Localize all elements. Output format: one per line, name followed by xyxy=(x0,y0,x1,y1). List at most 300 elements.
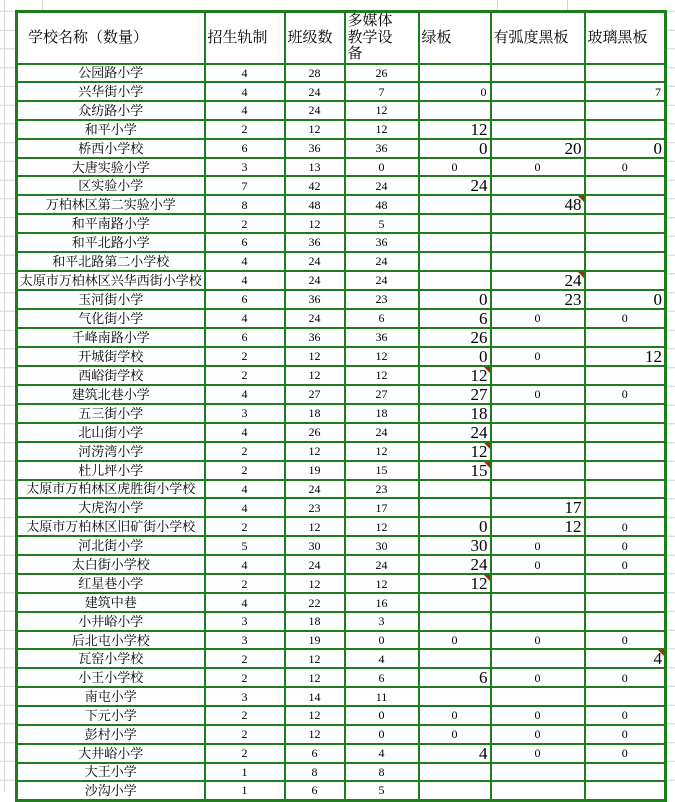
value-cell[interactable] xyxy=(585,252,666,271)
value-cell[interactable] xyxy=(585,328,666,347)
value-cell[interactable]: 0 xyxy=(419,82,491,101)
school-name-cell[interactable]: 万柏林区第二实验小学 xyxy=(17,195,205,214)
value-cell[interactable]: 12 xyxy=(345,366,419,385)
school-name-cell[interactable]: 建筑北巷小学 xyxy=(17,385,205,404)
value-cell[interactable] xyxy=(491,64,585,83)
value-cell[interactable]: 7 xyxy=(345,82,419,101)
school-name-cell[interactable]: 开城街学校 xyxy=(17,347,205,366)
value-cell[interactable]: 12 xyxy=(285,706,345,725)
value-cell[interactable]: 20 xyxy=(491,139,585,158)
value-cell[interactable] xyxy=(585,366,666,385)
school-name-cell[interactable]: 气化街小学 xyxy=(17,309,205,328)
school-name-cell[interactable]: 区实验小学 xyxy=(17,176,205,195)
value-cell[interactable]: 4 xyxy=(205,101,285,120)
value-cell[interactable]: 24 xyxy=(345,176,419,195)
value-cell[interactable]: 6 xyxy=(419,668,491,687)
value-cell[interactable]: 24 xyxy=(285,555,345,574)
value-cell[interactable]: 0 xyxy=(345,725,419,744)
value-cell[interactable] xyxy=(419,195,491,214)
header-curved-blackboard[interactable]: 有弧度黑板 xyxy=(491,12,585,64)
value-cell[interactable]: 2 xyxy=(205,744,285,763)
value-cell[interactable] xyxy=(491,612,585,631)
value-cell[interactable]: 4 xyxy=(205,309,285,328)
value-cell[interactable] xyxy=(419,252,491,271)
value-cell[interactable]: 0 xyxy=(419,631,491,650)
value-cell[interactable]: 15 xyxy=(419,461,491,480)
value-cell[interactable]: 3 xyxy=(345,612,419,631)
table-row xyxy=(17,649,666,668)
value-cell[interactable]: 0 xyxy=(419,517,491,536)
value-cell[interactable]: 12 xyxy=(285,517,345,536)
school-name-cell[interactable]: 红星巷小学 xyxy=(17,574,205,593)
value-cell[interactable]: 17 xyxy=(345,498,419,517)
value-cell[interactable] xyxy=(491,214,585,233)
value-cell[interactable] xyxy=(491,574,585,593)
value-cell[interactable]: 26 xyxy=(419,328,491,347)
table-row xyxy=(17,668,666,687)
value-cell[interactable] xyxy=(491,649,585,668)
value-cell[interactable]: 48 xyxy=(285,195,345,214)
value-cell[interactable]: 24 xyxy=(419,176,491,195)
value-cell[interactable]: 36 xyxy=(285,328,345,347)
value-cell[interactable]: 24 xyxy=(345,252,419,271)
value-cell[interactable]: 2 xyxy=(205,517,285,536)
value-cell[interactable]: 12 xyxy=(345,347,419,366)
value-cell[interactable] xyxy=(585,593,666,612)
value-cell[interactable]: 0 xyxy=(491,725,585,744)
value-cell[interactable]: 24 xyxy=(285,252,345,271)
value-cell[interactable] xyxy=(585,214,666,233)
table-row xyxy=(17,593,666,612)
value-cell[interactable]: 2 xyxy=(205,442,285,461)
value-cell[interactable]: 0 xyxy=(585,309,666,328)
school-name-cell[interactable]: 和平南路小学 xyxy=(17,214,205,233)
value-cell[interactable] xyxy=(585,781,666,800)
value-cell[interactable] xyxy=(491,233,585,252)
value-cell[interactable]: 0 xyxy=(585,725,666,744)
value-cell[interactable]: 4 xyxy=(205,82,285,101)
value-cell[interactable]: 12 xyxy=(285,120,345,139)
value-cell[interactable]: 18 xyxy=(285,612,345,631)
value-cell[interactable]: 4 xyxy=(205,252,285,271)
school-name-cell[interactable]: 太白街小学校 xyxy=(17,555,205,574)
value-cell[interactable]: 48 xyxy=(491,195,585,214)
school-name-cell[interactable]: 太原市万柏林区兴华西街小学校 xyxy=(17,271,205,290)
table-row xyxy=(17,404,666,423)
value-cell[interactable]: 24 xyxy=(285,271,345,290)
value-cell[interactable]: 26 xyxy=(285,423,345,442)
school-name-cell[interactable]: 小王小学校 xyxy=(17,668,205,687)
value-cell[interactable]: 23 xyxy=(345,290,419,309)
value-cell[interactable]: 19 xyxy=(285,631,345,650)
value-cell[interactable]: 1 xyxy=(205,763,285,782)
value-cell[interactable] xyxy=(585,480,666,499)
value-cell[interactable] xyxy=(491,480,585,499)
value-cell[interactable] xyxy=(585,404,666,423)
table-row xyxy=(17,347,666,366)
value-cell[interactable] xyxy=(491,366,585,385)
value-cell[interactable]: 36 xyxy=(285,139,345,158)
value-cell[interactable]: 36 xyxy=(345,139,419,158)
value-cell[interactable]: 36 xyxy=(345,233,419,252)
value-cell[interactable] xyxy=(419,612,491,631)
value-cell[interactable]: 0 xyxy=(585,555,666,574)
value-cell[interactable]: 24 xyxy=(285,101,345,120)
value-cell[interactable]: 7 xyxy=(205,176,285,195)
value-cell[interactable]: 27 xyxy=(345,385,419,404)
value-cell[interactable]: 0 xyxy=(585,668,666,687)
value-cell[interactable]: 6 xyxy=(205,139,285,158)
value-cell[interactable]: 0 xyxy=(419,706,491,725)
header-row xyxy=(17,12,666,64)
value-cell[interactable]: 28 xyxy=(285,64,345,83)
value-cell[interactable]: 0 xyxy=(585,290,666,309)
value-cell[interactable]: 0 xyxy=(419,290,491,309)
value-cell[interactable] xyxy=(419,480,491,499)
value-cell[interactable] xyxy=(491,120,585,139)
value-cell[interactable]: 48 xyxy=(345,195,419,214)
value-cell[interactable]: 0 xyxy=(491,668,585,687)
value-cell[interactable]: 1 xyxy=(205,781,285,800)
value-cell[interactable] xyxy=(585,442,666,461)
value-cell[interactable]: 24 xyxy=(345,271,419,290)
value-cell[interactable]: 24 xyxy=(491,271,585,290)
value-cell[interactable] xyxy=(585,687,666,706)
value-cell[interactable]: 5 xyxy=(205,536,285,555)
table-row xyxy=(17,101,666,120)
value-cell[interactable] xyxy=(585,271,666,290)
value-cell[interactable]: 0 xyxy=(345,631,419,650)
value-cell[interactable]: 30 xyxy=(345,536,419,555)
school-equipment-table xyxy=(15,10,667,802)
value-cell[interactable]: 12 xyxy=(419,366,491,385)
value-cell[interactable]: 30 xyxy=(285,536,345,555)
value-cell[interactable] xyxy=(585,120,666,139)
value-cell[interactable]: 0 xyxy=(419,158,491,177)
table-row xyxy=(17,442,666,461)
header-school-name[interactable]: 学校名称（数量） xyxy=(17,12,205,64)
value-cell[interactable]: 0 xyxy=(345,158,419,177)
value-cell[interactable]: 12 xyxy=(345,101,419,120)
value-cell[interactable] xyxy=(419,593,491,612)
value-cell[interactable]: 36 xyxy=(285,290,345,309)
value-cell[interactable]: 12 xyxy=(285,366,345,385)
value-cell[interactable]: 18 xyxy=(419,404,491,423)
value-cell[interactable]: 0 xyxy=(491,631,585,650)
school-name-cell[interactable]: 河北街小学 xyxy=(17,536,205,555)
value-cell[interactable]: 0 xyxy=(585,139,666,158)
value-cell[interactable]: 4 xyxy=(345,744,419,763)
value-cell[interactable] xyxy=(419,101,491,120)
header-enrollment-tracks[interactable]: 招生轨制 xyxy=(205,12,285,64)
comment-indicator-icon xyxy=(658,650,664,656)
value-cell[interactable]: 0 xyxy=(585,517,666,536)
value-cell[interactable]: 12 xyxy=(285,442,345,461)
value-cell[interactable]: 12 xyxy=(419,574,491,593)
school-name-cell[interactable]: 下元小学 xyxy=(17,706,205,725)
table-row xyxy=(17,555,666,574)
value-cell[interactable]: 8 xyxy=(285,763,345,782)
value-cell[interactable]: 12 xyxy=(491,517,585,536)
value-cell[interactable] xyxy=(491,328,585,347)
value-cell[interactable] xyxy=(585,498,666,517)
school-name-cell[interactable]: 和平北路小学 xyxy=(17,233,205,252)
value-cell[interactable] xyxy=(419,498,491,517)
value-cell[interactable]: 36 xyxy=(345,328,419,347)
value-cell[interactable]: 8 xyxy=(205,195,285,214)
value-cell[interactable] xyxy=(491,423,585,442)
value-cell[interactable]: 6 xyxy=(345,668,419,687)
school-name-cell[interactable]: 西峪街学校 xyxy=(17,366,205,385)
value-cell[interactable]: 12 xyxy=(345,120,419,139)
value-cell[interactable]: 2 xyxy=(205,214,285,233)
value-cell[interactable] xyxy=(419,763,491,782)
value-cell[interactable]: 0 xyxy=(585,631,666,650)
value-cell[interactable]: 0 xyxy=(419,725,491,744)
value-cell[interactable]: 4 xyxy=(205,64,285,83)
value-cell[interactable]: 6 xyxy=(205,233,285,252)
value-cell[interactable] xyxy=(419,687,491,706)
value-cell[interactable]: 12 xyxy=(345,574,419,593)
school-name-cell[interactable]: 兴华街小学 xyxy=(17,82,205,101)
value-cell[interactable]: 12 xyxy=(285,574,345,593)
value-cell[interactable] xyxy=(585,612,666,631)
value-cell[interactable]: 12 xyxy=(285,668,345,687)
value-cell[interactable]: 4 xyxy=(205,593,285,612)
table-row xyxy=(17,423,666,442)
value-cell[interactable]: 2 xyxy=(205,461,285,480)
table-row xyxy=(17,82,666,101)
header-green-board[interactable]: 绿板 xyxy=(419,12,491,64)
value-cell[interactable]: 2 xyxy=(205,668,285,687)
value-cell[interactable]: 12 xyxy=(419,120,491,139)
value-cell[interactable]: 4 xyxy=(345,649,419,668)
value-cell[interactable]: 5 xyxy=(345,214,419,233)
comment-indicator-icon xyxy=(578,272,584,278)
value-cell[interactable]: 4 xyxy=(585,649,666,668)
value-cell[interactable]: 6 xyxy=(205,290,285,309)
table-row xyxy=(17,631,666,650)
school-name-cell[interactable]: 太原市万柏林区虎胜街小学校 xyxy=(17,480,205,499)
value-cell[interactable] xyxy=(419,214,491,233)
school-name-cell[interactable]: 杜儿坪小学 xyxy=(17,461,205,480)
value-cell[interactable] xyxy=(491,442,585,461)
value-cell[interactable] xyxy=(491,101,585,120)
value-cell[interactable] xyxy=(491,461,585,480)
school-name-cell[interactable]: 大王小学 xyxy=(17,763,205,782)
value-cell[interactable]: 17 xyxy=(491,498,585,517)
value-cell[interactable] xyxy=(585,423,666,442)
value-cell[interactable] xyxy=(585,574,666,593)
value-cell[interactable]: 3 xyxy=(205,612,285,631)
value-cell[interactable]: 11 xyxy=(345,687,419,706)
value-cell[interactable]: 24 xyxy=(419,555,491,574)
value-cell[interactable] xyxy=(491,593,585,612)
value-cell[interactable]: 2 xyxy=(205,366,285,385)
header-glass-blackboard[interactable]: 玻璃黑板 xyxy=(585,12,666,64)
value-cell[interactable] xyxy=(491,687,585,706)
school-name-cell[interactable]: 桥西小学校 xyxy=(17,139,205,158)
value-cell[interactable]: 6 xyxy=(205,328,285,347)
value-cell[interactable]: 23 xyxy=(345,480,419,499)
school-name-cell[interactable]: 河涝湾小学 xyxy=(17,442,205,461)
value-cell[interactable]: 0 xyxy=(585,744,666,763)
value-cell[interactable]: 0 xyxy=(491,744,585,763)
school-name-cell[interactable]: 大井峪小学 xyxy=(17,744,205,763)
value-cell[interactable] xyxy=(419,271,491,290)
school-name-cell[interactable]: 沙沟小学 xyxy=(17,781,205,800)
school-name-cell[interactable]: 北山街小学 xyxy=(17,423,205,442)
header-multimedia-equipment[interactable]: 多媒体教学设备 xyxy=(345,12,419,64)
value-cell[interactable]: 2 xyxy=(205,649,285,668)
school-name-cell[interactable]: 南屯小学 xyxy=(17,687,205,706)
value-cell[interactable] xyxy=(419,649,491,668)
table-row xyxy=(17,385,666,404)
school-name-cell[interactable]: 和平北路第二小学校 xyxy=(17,252,205,271)
school-name-cell[interactable]: 太原市万柏林区旧矿街小学校 xyxy=(17,517,205,536)
school-name-cell[interactable]: 玉河街小学 xyxy=(17,290,205,309)
value-cell[interactable] xyxy=(585,195,666,214)
value-cell[interactable]: 30 xyxy=(419,536,491,555)
value-cell[interactable]: 15 xyxy=(345,461,419,480)
value-cell[interactable] xyxy=(585,763,666,782)
value-cell[interactable]: 2 xyxy=(205,725,285,744)
school-table-body xyxy=(17,64,666,801)
value-cell[interactable]: 2 xyxy=(205,706,285,725)
value-cell[interactable]: 18 xyxy=(345,404,419,423)
value-cell[interactable] xyxy=(585,176,666,195)
school-name-cell[interactable]: 建筑中巷 xyxy=(17,593,205,612)
value-cell[interactable]: 0 xyxy=(491,309,585,328)
value-cell[interactable]: 3 xyxy=(205,158,285,177)
value-cell[interactable] xyxy=(491,176,585,195)
value-cell[interactable]: 23 xyxy=(491,290,585,309)
value-cell[interactable]: 12 xyxy=(285,347,345,366)
value-cell[interactable]: 0 xyxy=(585,158,666,177)
value-cell[interactable]: 3 xyxy=(205,631,285,650)
header-class-count[interactable]: 班级数 xyxy=(285,12,345,64)
value-cell[interactable]: 12 xyxy=(345,442,419,461)
value-cell[interactable]: 6 xyxy=(345,309,419,328)
value-cell[interactable]: 16 xyxy=(345,593,419,612)
value-cell[interactable]: 6 xyxy=(285,744,345,763)
school-name-cell[interactable]: 大唐实验小学 xyxy=(17,158,205,177)
value-cell[interactable]: 4 xyxy=(205,423,285,442)
value-cell[interactable]: 0 xyxy=(491,158,585,177)
school-name-cell[interactable]: 彭村小学 xyxy=(17,725,205,744)
value-cell[interactable]: 2 xyxy=(205,120,285,139)
value-cell[interactable]: 0 xyxy=(419,139,491,158)
value-cell[interactable]: 12 xyxy=(285,649,345,668)
value-cell[interactable]: 0 xyxy=(491,555,585,574)
value-cell[interactable]: 13 xyxy=(285,158,345,177)
value-cell[interactable] xyxy=(585,461,666,480)
value-cell[interactable]: 24 xyxy=(419,423,491,442)
value-cell[interactable]: 4 xyxy=(205,480,285,499)
value-cell[interactable]: 18 xyxy=(285,404,345,423)
value-cell[interactable]: 4 xyxy=(205,385,285,404)
value-cell[interactable]: 12 xyxy=(419,442,491,461)
value-cell[interactable]: 0 xyxy=(419,347,491,366)
value-cell[interactable]: 7 xyxy=(585,82,666,101)
value-cell[interactable]: 0 xyxy=(585,706,666,725)
value-cell[interactable]: 24 xyxy=(345,423,419,442)
school-name-cell[interactable]: 五三街小学 xyxy=(17,404,205,423)
value-cell[interactable]: 8 xyxy=(345,763,419,782)
school-name-cell[interactable]: 众纺路小学 xyxy=(17,101,205,120)
value-cell[interactable]: 0 xyxy=(491,385,585,404)
value-cell[interactable]: 0 xyxy=(491,536,585,555)
value-cell[interactable]: 12 xyxy=(285,214,345,233)
value-cell[interactable]: 0 xyxy=(491,347,585,366)
value-cell[interactable]: 19 xyxy=(285,461,345,480)
value-cell[interactable] xyxy=(419,233,491,252)
value-cell[interactable]: 2 xyxy=(205,347,285,366)
school-name-cell[interactable]: 和平小学 xyxy=(17,120,205,139)
value-cell[interactable]: 27 xyxy=(285,385,345,404)
value-cell[interactable]: 3 xyxy=(205,404,285,423)
value-cell[interactable]: 2 xyxy=(205,574,285,593)
school-name-cell[interactable]: 千峰南路小学 xyxy=(17,328,205,347)
value-cell[interactable]: 27 xyxy=(419,385,491,404)
school-name-cell[interactable]: 瓦窑小学校 xyxy=(17,649,205,668)
value-cell[interactable] xyxy=(585,101,666,120)
value-cell[interactable]: 0 xyxy=(491,706,585,725)
value-cell[interactable]: 26 xyxy=(345,64,419,83)
value-cell[interactable]: 14 xyxy=(285,687,345,706)
value-cell[interactable]: 4 xyxy=(419,744,491,763)
value-cell[interactable]: 6 xyxy=(419,309,491,328)
value-cell[interactable]: 24 xyxy=(345,555,419,574)
school-name-cell[interactable]: 大虎沟小学 xyxy=(17,498,205,517)
value-cell[interactable]: 22 xyxy=(285,593,345,612)
value-cell[interactable]: 36 xyxy=(285,233,345,252)
value-cell[interactable] xyxy=(419,781,491,800)
value-cell[interactable]: 24 xyxy=(285,82,345,101)
table-row xyxy=(17,517,666,536)
value-cell[interactable] xyxy=(491,763,585,782)
value-cell[interactable]: 12 xyxy=(585,347,666,366)
value-cell[interactable] xyxy=(585,64,666,83)
value-cell[interactable]: 5 xyxy=(345,781,419,800)
school-name-cell[interactable]: 公园路小学 xyxy=(17,64,205,83)
comment-indicator-icon xyxy=(484,575,490,581)
value-cell[interactable] xyxy=(419,64,491,83)
value-cell[interactable]: 4 xyxy=(205,555,285,574)
school-name-cell[interactable]: 小井峪小学 xyxy=(17,612,205,631)
value-cell[interactable]: 24 xyxy=(285,309,345,328)
value-cell[interactable] xyxy=(585,233,666,252)
value-cell[interactable]: 4 xyxy=(205,498,285,517)
value-cell[interactable] xyxy=(491,252,585,271)
value-cell[interactable]: 12 xyxy=(285,725,345,744)
value-cell[interactable] xyxy=(491,82,585,101)
value-cell[interactable]: 6 xyxy=(285,781,345,800)
value-cell[interactable]: 4 xyxy=(205,271,285,290)
value-cell[interactable] xyxy=(491,404,585,423)
value-cell[interactable]: 42 xyxy=(285,176,345,195)
value-cell[interactable]: 0 xyxy=(585,385,666,404)
value-cell[interactable]: 0 xyxy=(585,536,666,555)
table-row xyxy=(17,366,666,385)
value-cell[interactable]: 0 xyxy=(345,706,419,725)
value-cell[interactable] xyxy=(491,781,585,800)
value-cell[interactable]: 12 xyxy=(345,517,419,536)
value-cell[interactable]: 23 xyxy=(285,498,345,517)
school-name-cell[interactable]: 后北屯小学校 xyxy=(17,631,205,650)
value-cell[interactable]: 3 xyxy=(205,687,285,706)
value-cell[interactable]: 24 xyxy=(285,480,345,499)
